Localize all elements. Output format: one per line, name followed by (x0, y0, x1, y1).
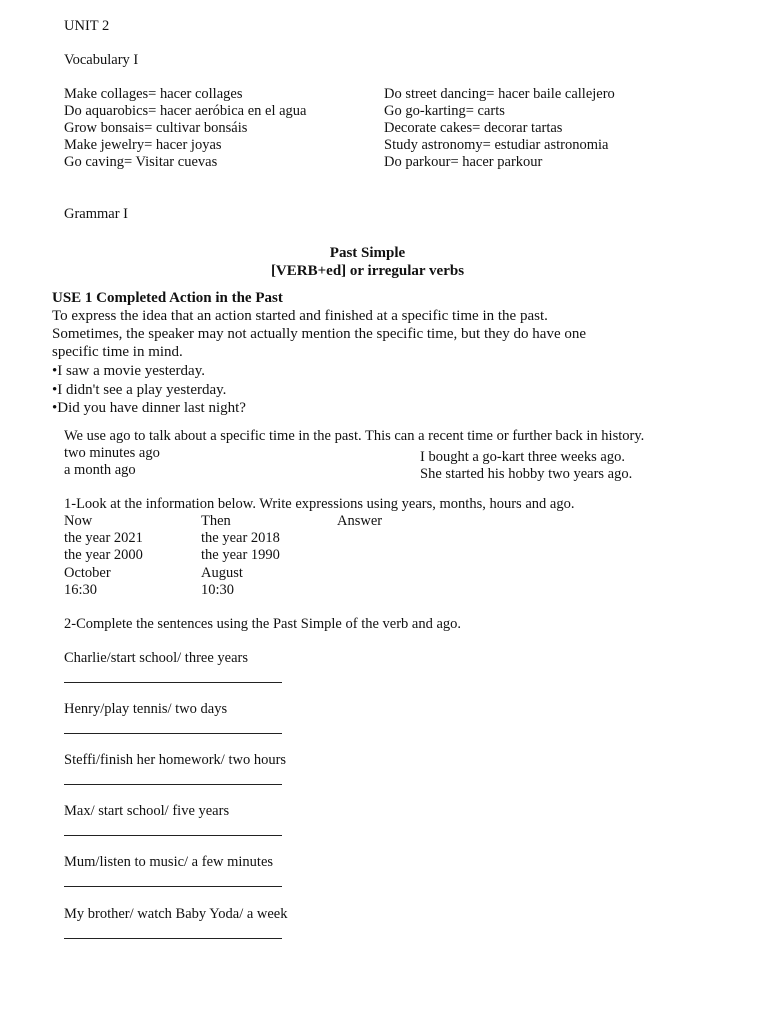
exercise-prompt: Mum/listen to music/ a few minutes (64, 854, 274, 870)
exercise-prompt: Max/ start school/ five years (64, 803, 230, 819)
then-cell: 10:30 (201, 582, 235, 598)
grammar-heading: Grammar I (64, 206, 129, 222)
vocab-right-item: Go go-karting= carts (384, 103, 505, 119)
then-cell: August (201, 565, 243, 581)
use1-example: •I saw a movie yesterday. (52, 363, 205, 379)
use1-line: Sometimes, the speaker may not actually mention the specific time, but they do have one (52, 326, 587, 342)
ago-example: two minutes ago (64, 445, 160, 461)
exercise-prompt: Steffi/finish her homework/ two hours (64, 752, 287, 768)
exercise-prompt: My brother/ watch Baby Yoda/ a week (64, 906, 288, 922)
unit-title: UNIT 2 (64, 18, 110, 34)
vocab-left-item: Do aquarobics= hacer aeróbica en el agua (64, 103, 307, 119)
answer-line[interactable] (64, 938, 282, 939)
column-header-now: Now (64, 513, 93, 529)
section-title: Past Simple (329, 245, 406, 261)
exercise2-instruction: 2-Complete the sentences using the Past Simple of the verb and ago. (64, 616, 462, 632)
now-cell: the year 2021 (64, 530, 143, 546)
vocab-right-item: Do street dancing= hacer baile callejero (384, 86, 615, 102)
use1-line: To express the idea that an action started and finished at a specific time in the past. (52, 308, 548, 324)
use1-line: specific time in mind. (52, 344, 183, 360)
use1-example: •I didn't see a play yesterday. (52, 382, 227, 398)
exercise-prompt: Charlie/start school/ three years (64, 650, 249, 666)
answer-line[interactable] (64, 886, 282, 887)
exercise1-instruction: 1-Look at the information below. Write expressions using years, months, hours and ago. (64, 496, 575, 512)
vocab-right-item: Do parkour= hacer parkour (384, 154, 543, 170)
then-cell: the year 1990 (201, 547, 280, 563)
vocab-left-item: Make collages= hacer collages (64, 86, 243, 102)
vocab-left-item: Make jewelry= hacer joyas (64, 137, 222, 153)
now-cell: October (64, 565, 111, 581)
column-header-answer: Answer (337, 513, 383, 529)
ago-intro: We use ago to talk about a specific time in the past. This can a recent time or further back in history. (64, 428, 645, 444)
section-subtitle: [VERB+ed] or irregular verbs (270, 263, 465, 279)
vocab-left-item: Go caving= Visitar cuevas (64, 154, 218, 170)
use1-example: •Did you have dinner last night? (52, 400, 246, 416)
answer-line[interactable] (64, 835, 282, 836)
then-cell: the year 2018 (201, 530, 280, 546)
answer-line[interactable] (64, 682, 282, 683)
ago-example: a month ago (64, 462, 136, 478)
exercise-prompt: Henry/play tennis/ two days (64, 701, 228, 717)
vocab-right-item: Decorate cakes= decorar tartas (384, 120, 563, 136)
answer-line[interactable] (64, 733, 282, 734)
vocab-right-item: Study astronomy= estudiar astronomia (384, 137, 609, 153)
now-cell: the year 2000 (64, 547, 143, 563)
ago-sentence: I bought a go-kart three weeks ago. (420, 449, 625, 465)
use1-heading: USE 1 Completed Action in the Past (52, 290, 283, 306)
vocabulary-heading: Vocabulary I (64, 52, 139, 68)
column-header-then: Then (201, 513, 231, 529)
answer-line[interactable] (64, 784, 282, 785)
ago-sentence: She started his hobby two years ago. (420, 466, 633, 482)
now-cell: 16:30 (64, 582, 98, 598)
vocab-left-item: Grow bonsais= cultivar bonsáis (64, 120, 248, 136)
